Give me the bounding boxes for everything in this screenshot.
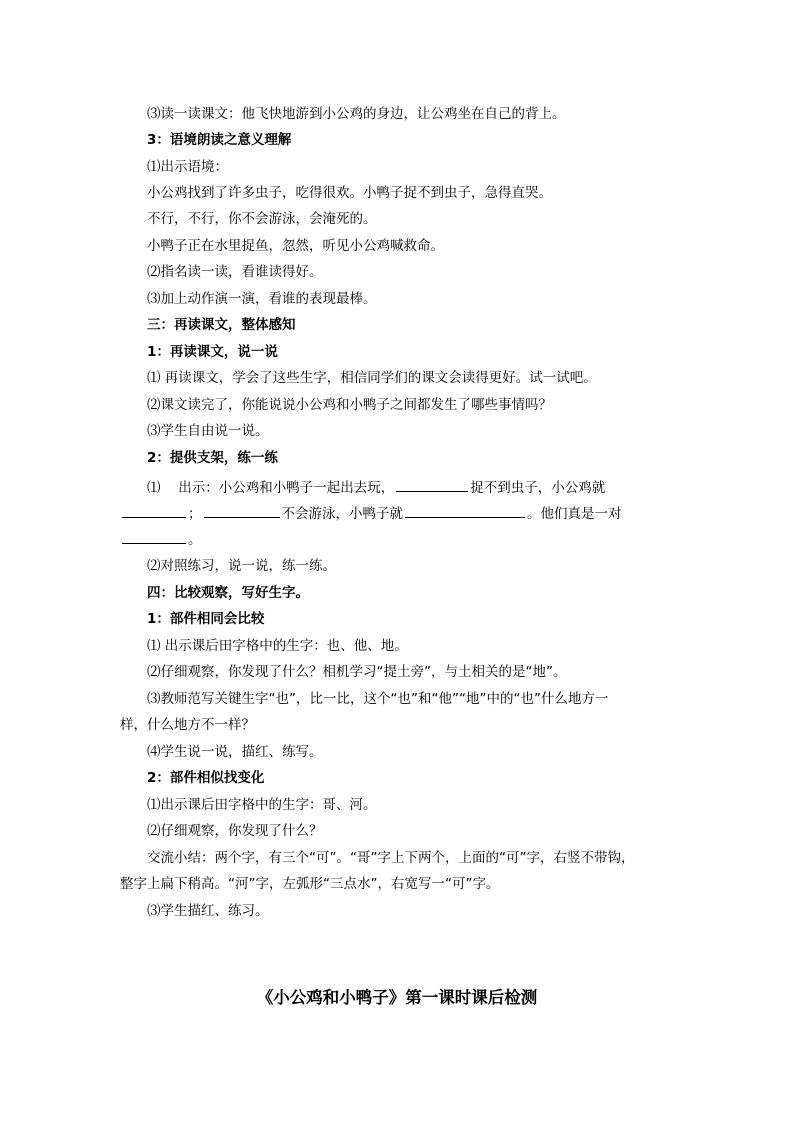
section-3-heading: 3：语境朗读之意义理解: [147, 132, 292, 148]
part-4-sub-1-item-4: ⑷学生说一说，描红、练写。: [147, 744, 323, 760]
fill-text-c: ；: [188, 506, 202, 522]
part-4-sub-1-item-3-b: 样，什么地方不一样？: [120, 717, 255, 733]
part-3-sub-2-heading: 2：提供支架，练一练: [147, 450, 278, 466]
part-4-summary-b: 整字上扁下稍高。“河”字，左弧形“三点水”，右宽写一“可”字。: [120, 876, 500, 892]
fill-blank-line-3: [120, 528, 202, 550]
fill-text-b: 捉不到虫子，小公鸡就: [470, 480, 606, 496]
fill-text-e: 。他们真是一对: [527, 506, 622, 522]
part-3-sub-1-item-2: ⑵课文读完了，你能说说小公鸡和小鸭子之间都发生了哪些事情吗？: [147, 397, 552, 413]
part-4-sub-2-item-1: ⑴出示课后田字格中的生字：哥、河。: [147, 797, 377, 813]
part-4-sub-1-item-1: ⑴ 出示课后田字格中的生字：也、他、地。: [147, 638, 408, 654]
part-3-sub-1-item-1: ⑴ 再读课文，学会了这些生字，相信同学们的课文会读得更好。试一试吧。: [147, 370, 597, 386]
blank-4[interactable]: [405, 502, 525, 518]
part-4-sub-1-item-3-a: ⑶教师范写关键生字“也”，比一比，这个“也”和“他”“地”中的“也”什么地方一: [147, 691, 609, 707]
part-3-sub-1-item-3: ⑶学生自由说一说。: [147, 423, 269, 439]
fill-text-f: 。: [188, 532, 202, 548]
context-sentence-3: 小鸭子正在水里捉鱼，忽然，听见小公鸡喊救命。: [147, 238, 444, 254]
fill-blank-line-2: [120, 502, 622, 524]
part-4-summary-a: 交流小结：两个字，有三个“可”。“哥”字上下两个，上面的“可”字，右竖不带钩，: [147, 850, 635, 866]
read-text-item-3: ⑶读一读课文：他飞快地游到小公鸡的身边，让公鸡坐在自己的背上。: [147, 106, 566, 122]
section-3-item-3: ⑶加上动作演一演，看谁的表现最棒。: [147, 291, 377, 307]
section-3-item-1: ⑴出示语境：: [147, 159, 228, 175]
part-4-sub-2-item-3: ⑶学生描红、练习。: [147, 903, 269, 919]
test-title: 《小公鸡和小鸭子》第一课时课后检测: [256, 988, 538, 1007]
blank-3[interactable]: [204, 502, 280, 518]
part-3-sub-2-item-2: ⑵对照练习，说一说，练一练。: [147, 558, 336, 574]
fill-text-a: ⑴ 出示：小公鸡和小鸭子一起出去玩，: [147, 480, 395, 496]
part-4-heading: 四：比较观察，写好生字。: [147, 585, 309, 601]
part-4-sub-2-item-2: ⑵仔细观察，你发现了什么？: [147, 823, 323, 839]
part-3-heading: 三：再读课文，整体感知: [147, 317, 296, 333]
part-3-sub-1-heading: 1：再读课文，说一说: [147, 344, 278, 360]
blank-2[interactable]: [122, 502, 186, 518]
fill-blank-line-1: [147, 476, 605, 498]
part-4-sub-1-item-2: ⑵仔细观察，你发现了什么？相机学习“提土旁”，与土相关的是“地”。: [147, 664, 567, 680]
part-4-sub-1-heading: 1：部件相同会比较: [147, 611, 265, 627]
blank-5[interactable]: [122, 528, 186, 544]
context-sentence-2: 不行，不行，你不会游泳，会淹死的。: [147, 211, 377, 227]
blank-1[interactable]: [396, 476, 468, 492]
context-sentence-1: 小公鸡找到了许多虫子，吃得很欢。小鸭子捉不到虫子，急得直哭。: [147, 185, 552, 201]
section-3-item-2: ⑵指名读一读，看谁读得好。: [147, 264, 323, 280]
part-4-sub-2-heading: 2：部件相似找变化: [147, 770, 265, 786]
fill-text-d: 不会游泳，小鸭子就: [281, 506, 403, 522]
